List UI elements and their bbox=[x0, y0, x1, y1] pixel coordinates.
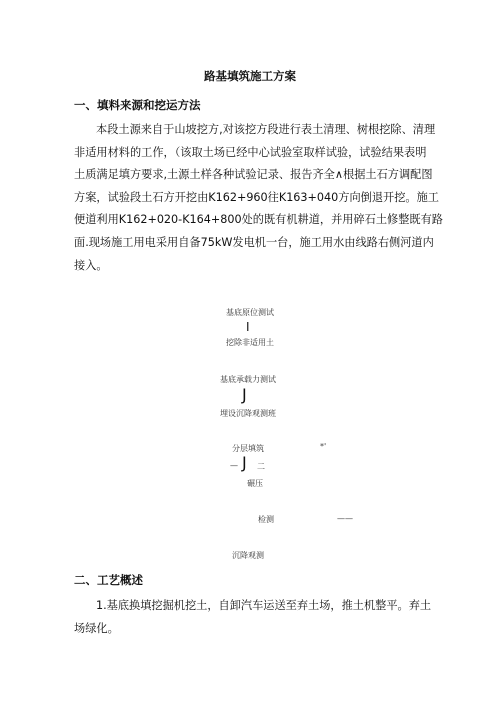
flow-step-settlement-marker: 埋设沉降观测班 bbox=[220, 409, 276, 418]
paragraph-material-source bbox=[74, 119, 443, 277]
flow-mark: *' bbox=[320, 442, 327, 451]
section-heading-material-source: 一、填料来源和挖运方法 bbox=[74, 98, 201, 112]
paragraph-line: 便道利用K162+020-K164+800处的既有机耕道，并用碎石土修整既有路 bbox=[74, 213, 443, 227]
flow-mark: —— bbox=[337, 514, 353, 523]
flow-step-bearing-capacity-test: 基底承载力测试 bbox=[220, 375, 276, 384]
paragraph-line: 方案，试验段土石方开挖由K162+960往K163+040方向倒退开挖。施工 bbox=[74, 190, 439, 204]
flow-step-foundation-in-situ-test: 基底原位测试 bbox=[226, 308, 274, 317]
flow-arrow: J bbox=[242, 453, 247, 472]
flow-step-remove-unsuitable-soil: 挖除非适用土 bbox=[226, 338, 274, 347]
document-title: 路基填筑施工方案 bbox=[204, 69, 296, 83]
flow-step-layered-fill: 分层填筑 bbox=[232, 444, 264, 453]
flow-arrow-right: 二 bbox=[257, 462, 265, 471]
paragraph-line: 场绿化。 bbox=[74, 621, 119, 635]
paragraph-line: 非适用材料的工作，（该取土场已经中心试验室取样试验，试验结果表明 bbox=[74, 145, 427, 159]
flow-step-compaction: 碾压 bbox=[247, 479, 263, 488]
flow-arrow: I bbox=[246, 320, 250, 334]
paragraph-line: 1.基底换填挖掘机挖土，自卸汽车运送至弃土场，推土机整平。弃土 bbox=[96, 599, 432, 612]
paragraph-line: 面.现场施工用电采用自备75kW发电机一台，施工用水由线路右侧河道内 bbox=[74, 235, 434, 249]
section-heading-process-overview: 二、工艺概述 bbox=[74, 573, 143, 587]
flow-arrow-left: — bbox=[230, 461, 238, 470]
flow-arrow: J bbox=[242, 385, 247, 404]
flow-step-inspection: 检测 bbox=[258, 515, 274, 524]
flow-step-settlement-observation: 沉降观测 bbox=[232, 551, 264, 560]
paragraph-process-overview bbox=[74, 595, 436, 640]
paragraph-line: 土质满足填方要求,土源土样各种试验记录、报告齐全∧根据土石方调配图 bbox=[74, 168, 433, 182]
paragraph-line: 本段土源来自于山坡挖方,对该挖方段进行表土清理、树根挖除、清理 bbox=[96, 123, 436, 136]
paragraph-line: 接入。 bbox=[74, 258, 108, 272]
